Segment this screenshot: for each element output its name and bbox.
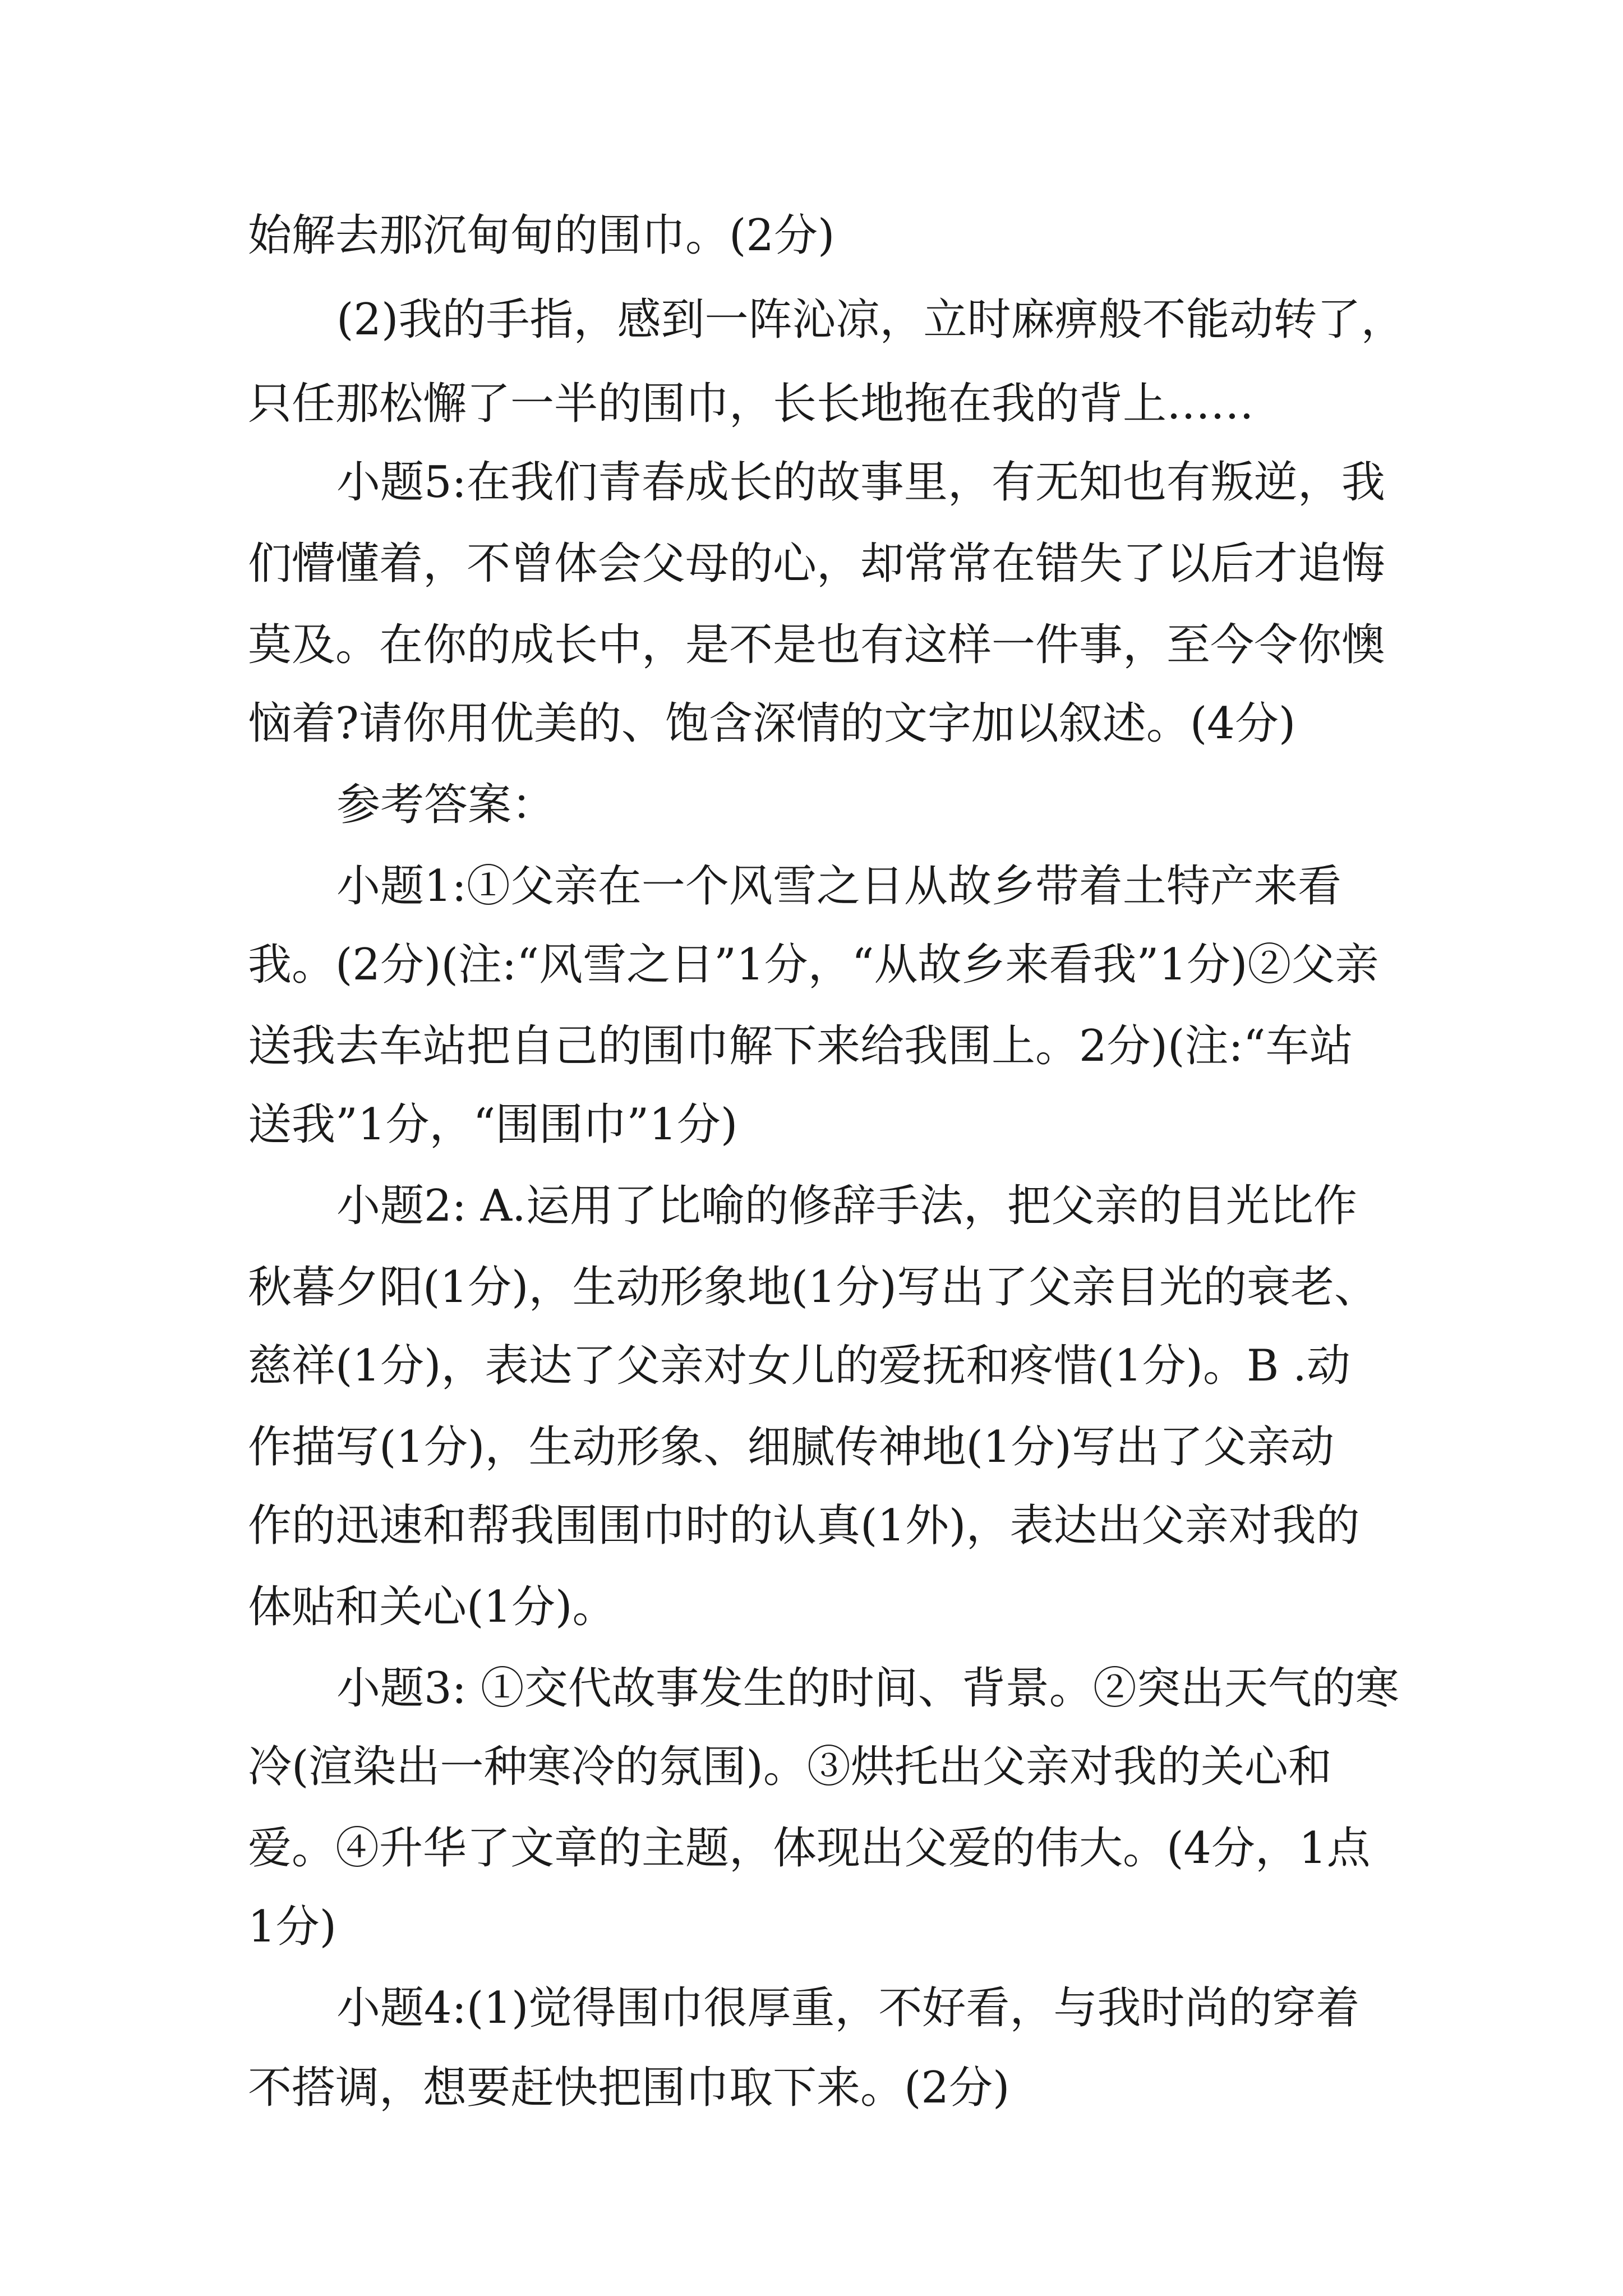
text-line-1: 始解去那沉甸甸的围巾。(2分) xyxy=(248,210,835,261)
answer-1-line-3: 送我去车站把自己的围巾解下来给我围上。2分)(注:“车站 xyxy=(248,1021,1353,1071)
answer-3-line-1: 小题3: ①交代故事发生的时间、背景。②突出天气的寒 xyxy=(336,1663,1399,1714)
question-5-line-3: 莫及。在你的成长中，是不是也有这样一件事，至今令你懊 xyxy=(248,620,1386,670)
question-5-line-1: 小题5:在我们青春成长的故事里，有无知也有叛逆，我 xyxy=(336,457,1385,508)
answers-heading: 参考答案： xyxy=(336,780,556,830)
answer-2-line-1: 小题2: A.运用了比喻的修辞手法，把父亲的目光比作 xyxy=(336,1181,1357,1231)
answer-2-line-2: 秋暮夕阳(1分)，生动形象地(1分)写出了父亲目光的衰老、 xyxy=(248,1262,1378,1313)
answer-2-line-4: 作描写(1分)，生动形象、细腻传神地(1分)写出了父亲动 xyxy=(248,1422,1334,1473)
answer-1-line-2: 我。(2分)(注:“风雪之日”1分，“从故乡来看我”1分)②父亲 xyxy=(248,940,1379,990)
question-5-line-4: 恼着?请你用优美的、饱含深情的文字加以叙述。(4分) xyxy=(248,698,1296,749)
answer-3-line-3: 爱。④升华了文章的主题，体现出父爱的伟大。(4分，1点 xyxy=(248,1823,1371,1874)
answer-2-line-3: 慈祥(1分)，表达了父亲对女儿的爱抚和疼惜(1分)。B .动 xyxy=(248,1341,1350,1391)
answer-3-line-4: 1分) xyxy=(248,1902,337,1952)
question-5-line-2: 们懵懂着，不曾体会父母的心，却常常在错失了以后才追悔 xyxy=(248,539,1386,589)
answer-1-line-4: 送我”1分，“围围巾”1分) xyxy=(248,1099,738,1150)
text-line-2: (2)我的手指，感到一阵沁凉，立时麻痹般不能动转了， xyxy=(336,295,1405,345)
answer-1-line-1: 小题1:①父亲在一个风雪之日从故乡带着土特产来看 xyxy=(336,861,1341,912)
answer-2-line-6: 体贴和关心(1分)。 xyxy=(248,1582,616,1632)
answer-3-line-2: 冷(渲染出一种寒冷的氛围)。③烘托出父亲对我的关心和 xyxy=(248,1742,1332,1792)
answer-4-line-2: 不搭调，想要赶快把围巾取下来。(2分) xyxy=(248,2063,1010,2113)
answer-4-line-1: 小题4:(1)觉得围巾很厚重，不好看，与我时尚的穿着 xyxy=(336,1983,1360,2033)
answer-2-line-5: 作的迅速和帮我围围巾时的认真(1外)，表达出父亲对我的 xyxy=(248,1501,1360,1551)
text-line-3: 只任那松懈了一半的围巾，长长地拖在我的背上…… xyxy=(248,379,1255,429)
